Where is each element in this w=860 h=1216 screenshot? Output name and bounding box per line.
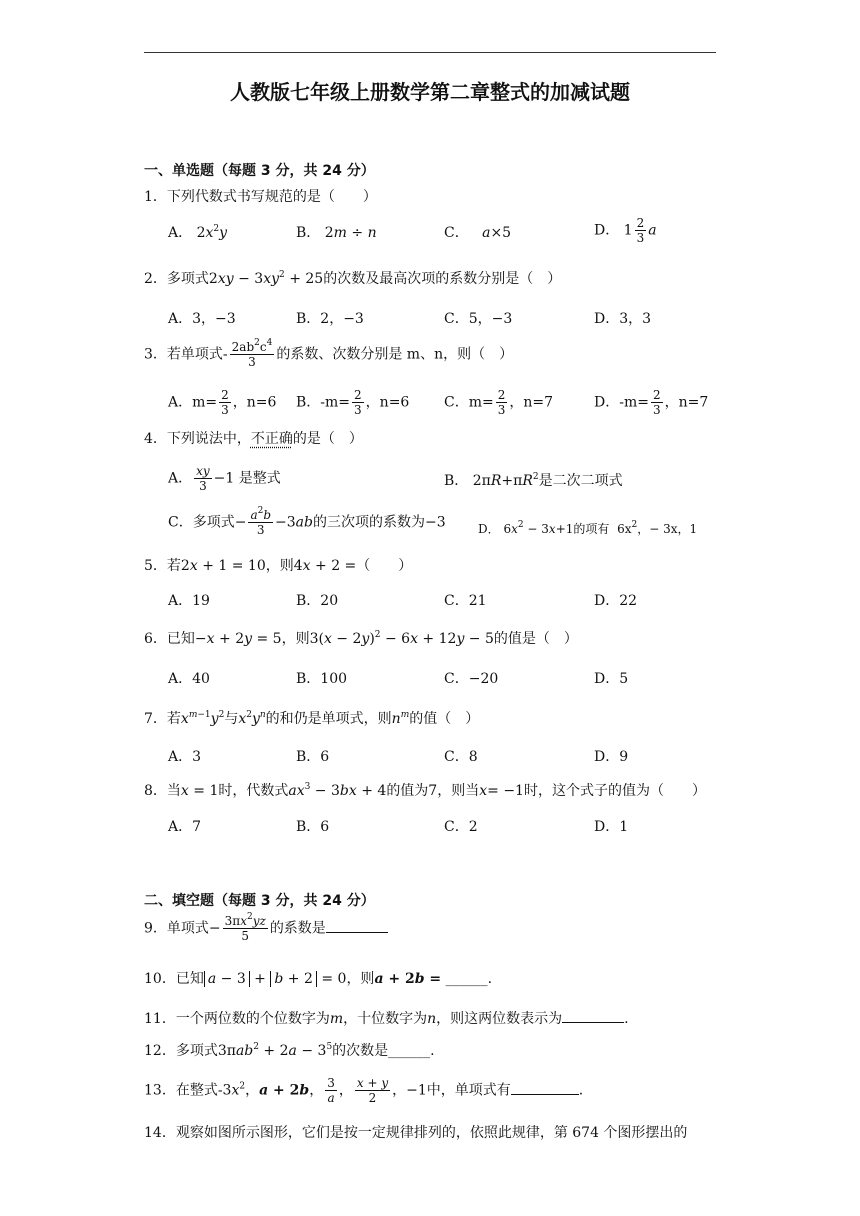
answer-blank[interactable] bbox=[511, 1080, 579, 1095]
section-heading-fill-in: 二、填空题（每题 3 分，共 24 分） bbox=[144, 893, 375, 909]
question-7: 7．若$x^{m-1}y^2$与$x^2y^n$的和仍是单项式，则$n^m$的值（ ） bbox=[144, 710, 480, 727]
option-a: A．3 bbox=[168, 749, 202, 765]
question-3-options bbox=[168, 388, 728, 428]
option-b: B．2，−3 bbox=[296, 311, 364, 327]
question-8: 8．当x = 1时，代数式$ax^3 - 3bx + 4$的值为7，则当x= −1时，这个式子的值为（ ） bbox=[144, 782, 706, 799]
question-9: 9．单项式− $\frac{3\pi x^2yz}{5}$ 的系数是 bbox=[144, 914, 724, 943]
question-5: 5．若2x + 1 = 10，则4x + 2 =（ ） bbox=[144, 558, 413, 574]
option-d: D．22 bbox=[594, 593, 638, 609]
question-11: 11．一个两位数的个位数字为m，十位数字为n，则这两位数表示为 . bbox=[144, 1008, 724, 1030]
question-12: 12．多项式$3\pi ab^2 + 2a - 3^5$的次数是______. bbox=[144, 1042, 435, 1059]
option-a: A．3，−3 bbox=[168, 311, 236, 327]
question-4: 4．下列说法中，不正确的是（ ） bbox=[144, 431, 363, 447]
option-c: C．−20 bbox=[444, 671, 499, 687]
question-6-options bbox=[168, 668, 728, 708]
section-heading-single-choice: 一、单选题（每题 3 分，共 24 分） bbox=[144, 163, 375, 179]
option-b: B． 2m ÷ n bbox=[296, 225, 377, 241]
question-2: 2．多项式$2xy - 3xy^2 + 25$的次数及最高次项的系数分别是（ ） bbox=[144, 270, 562, 287]
option-b: B．20 bbox=[296, 593, 339, 609]
option-d: D．3，3 bbox=[594, 311, 652, 327]
option-d: D．5 bbox=[594, 671, 629, 687]
option-a: A．7 bbox=[168, 819, 202, 835]
option-a: A．m= $\frac{2}{3}$ ，n=6 bbox=[168, 388, 277, 417]
option-c: C．2 bbox=[444, 819, 478, 835]
answer-blank[interactable] bbox=[326, 918, 388, 933]
question-5-options bbox=[168, 590, 728, 630]
option-d: D． 1 $\frac{2}{3}$ a bbox=[594, 216, 657, 245]
option-b: B．6 bbox=[296, 819, 330, 835]
option-c: C．8 bbox=[444, 749, 478, 765]
page-title: 人教版七年级上册数学第二章整式的加减试题 bbox=[230, 80, 630, 104]
option-c: C．5，−3 bbox=[444, 311, 513, 327]
question-3: 3．若单项式- $\frac{2ab^2c^4}{3}$ 的系数、次数分别是 m、n，则（ ） bbox=[144, 338, 514, 369]
question-14: 14．观察如图所示图形，它们是按一定规律排列的，依照此规律，第 674 个图形摆出的 bbox=[144, 1125, 688, 1141]
option-a: A． $2x^2y$ bbox=[168, 224, 228, 241]
option-b: B．100 bbox=[296, 671, 348, 687]
option-b: B． $2\pi R+\pi R^2$是二次二项式 bbox=[444, 472, 623, 489]
question-4-options-ab bbox=[168, 464, 728, 504]
question-13: 13．在整式$-3x^2$，a + 2b， $\frac{3}{a}$ ， $\frac{x + y}{2}$ ，−1中，单项式有 . bbox=[144, 1076, 584, 1105]
question-6: 6．已知−x + 2y = 5，则$3(x - 2y)^2 - 6x + 12y - 5$的值是（ ） bbox=[144, 630, 578, 647]
header-rule bbox=[144, 52, 716, 53]
option-a: A．40 bbox=[168, 671, 210, 687]
option-c: C． a×5 bbox=[444, 225, 512, 241]
option-a: A．19 bbox=[168, 593, 210, 609]
question-8-options bbox=[168, 816, 728, 856]
question-stem: 1．下列代数式书写规范的是（ ） bbox=[144, 189, 377, 205]
option-c: C．m= $\frac{2}{3}$ ，n=7 bbox=[444, 388, 554, 417]
question-1 bbox=[144, 186, 724, 208]
option-b: B．-m= $\frac{2}{3}$ ，n=6 bbox=[296, 388, 410, 417]
option-d: D．1 bbox=[594, 819, 629, 835]
question-10: 10．已知 a − 3 + b + 2 = 0，则a + 2b = ______. bbox=[144, 971, 493, 987]
option-a: A． $\frac{xy}{3}$ −1 是整式 bbox=[168, 464, 281, 493]
option-d: D．-m= $\frac{2}{3}$ ，n=7 bbox=[594, 388, 709, 417]
option-d: D．9 bbox=[594, 749, 629, 765]
question-1-options bbox=[168, 216, 728, 262]
question-4-options-cd bbox=[168, 508, 728, 548]
option-c: C．多项式− $\frac{a^2b}{3}$ −3ab的三次项的系数为−3 bbox=[168, 506, 446, 537]
option-c: C．21 bbox=[444, 593, 487, 609]
answer-blank[interactable] bbox=[562, 1008, 624, 1023]
option-b: B．6 bbox=[296, 749, 330, 765]
option-d: D． $6x^2 - 3x+1$的项有 $6x^2$，− 3x，1 bbox=[478, 520, 698, 536]
